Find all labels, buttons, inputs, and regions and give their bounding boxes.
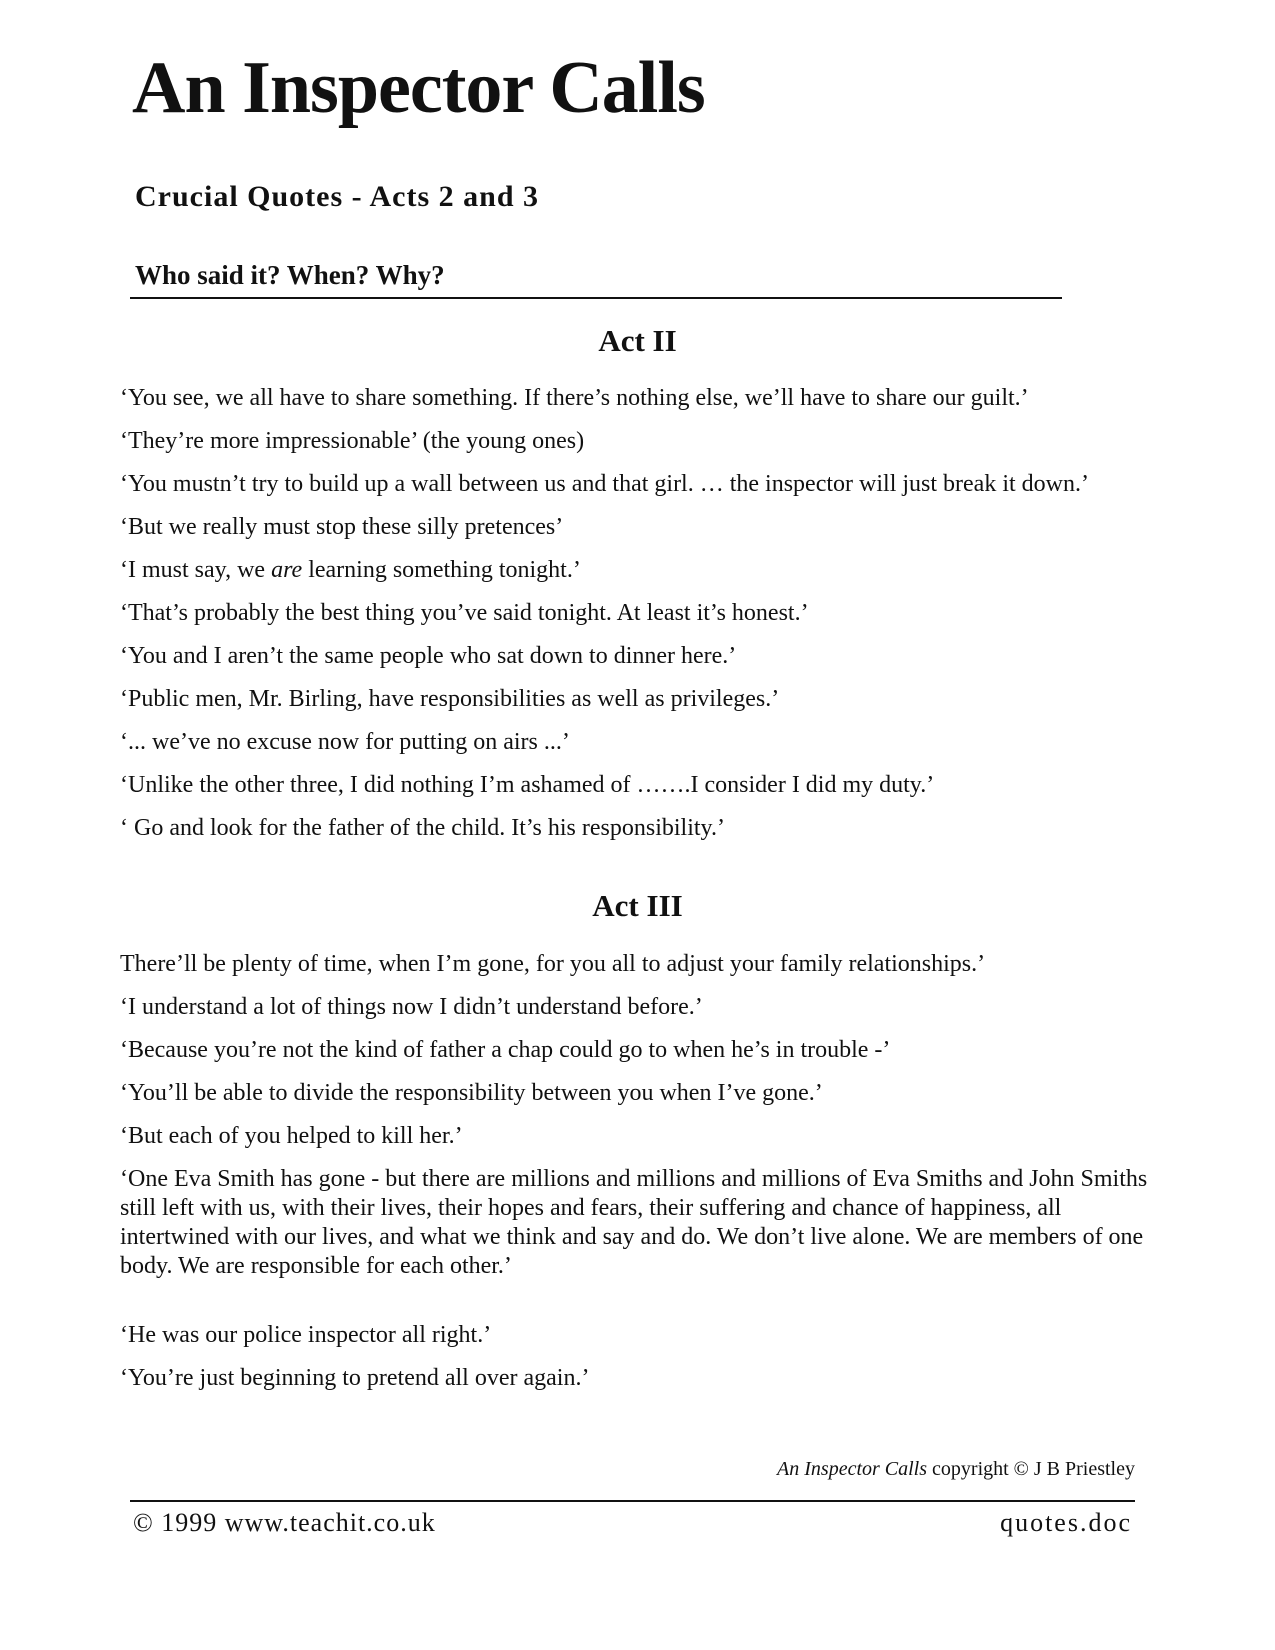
act-2-heading: Act II bbox=[598, 323, 677, 358]
quote-item: ‘You see, we all have to share something. If there’s nothing else, we’ll have to share our guilt.’ bbox=[120, 385, 1029, 411]
header-divider bbox=[130, 297, 1062, 299]
quote-item-long: ‘One Eva Smith has gone - but there are millions and millions and millions of Eva Smiths and John Smiths still left with us, with their lives, their hopes and fears, their suffering and chance of happiness, all intertwined with our lives, and what we think and say and do. We don’t live alone. We are members of one body. We are responsible for each other.’ bbox=[120, 1166, 1148, 1279]
quote-item: ‘Public men, Mr. Birling, have responsibilities as well as privileges.’ bbox=[120, 686, 780, 712]
play-copyright-notice bbox=[777, 1458, 1135, 1481]
document-title: An Inspector Calls bbox=[132, 47, 705, 129]
quote-item: ‘You’ll be able to divide the responsibility between you when I’ve gone.’ bbox=[120, 1080, 823, 1106]
document-subtitle: Crucial Quotes - Acts 2 and 3 bbox=[135, 180, 539, 213]
play-title-italic: An Inspector Calls bbox=[777, 1458, 928, 1480]
quote-emphasis: are bbox=[271, 557, 303, 583]
quote-item: ‘You’re just beginning to pretend all over again.’ bbox=[120, 1365, 590, 1391]
quote-item: There’ll be plenty of time, when I’m gone, for you all to adjust your family relationships.’ bbox=[120, 951, 986, 977]
quote-item: ‘They’re more impressionable’ (the young ones) bbox=[120, 428, 585, 454]
quote-text-before: ‘I must say, we bbox=[120, 557, 272, 583]
quote-item: ‘He was our police inspector all right.’ bbox=[120, 1322, 492, 1348]
footer-filename: quotes.doc bbox=[1000, 1508, 1132, 1537]
quote-item: ‘But each of you helped to kill her.’ bbox=[120, 1123, 463, 1149]
quote-item-learning bbox=[120, 556, 1150, 585]
act-2-quote-list bbox=[120, 384, 1150, 857]
quote-item: ‘Because you’re not the kind of father a chap could go to when he’s in trouble -’ bbox=[120, 1037, 891, 1063]
quote-item: ‘But we really must stop these silly pretences’ bbox=[120, 514, 564, 540]
act-3-quote-list bbox=[120, 950, 1150, 1407]
quote-item: ‘You and I aren’t the same people who sat down to dinner here.’ bbox=[120, 643, 737, 669]
question-prompt: Who said it? When? Why? bbox=[135, 260, 445, 290]
quote-text-after: learning something tonight.’ bbox=[302, 557, 581, 583]
quote-item: ‘ Go and look for the father of the child. It’s his responsibility.’ bbox=[120, 815, 725, 841]
quote-item: ‘I understand a lot of things now I didn’t understand before.’ bbox=[120, 994, 703, 1020]
quote-item: ‘You mustn’t try to build up a wall between us and that girl. … the inspector will just break it down.’ bbox=[120, 471, 1089, 497]
footer-site: © 1999 www.teachit.co.uk bbox=[133, 1508, 436, 1537]
footer-divider bbox=[130, 1500, 1135, 1502]
copyright-text: copyright © J B Priestley bbox=[927, 1458, 1135, 1480]
act-3-heading: Act III bbox=[592, 888, 683, 923]
quote-item: ‘... we’ve no excuse now for putting on airs ...’ bbox=[120, 729, 570, 755]
quote-item: ‘Unlike the other three, I did nothing I’m ashamed of …….I consider I did my duty.’ bbox=[120, 772, 935, 798]
quote-item: ‘That’s probably the best thing you’ve said tonight. At least it’s honest.’ bbox=[120, 600, 809, 626]
